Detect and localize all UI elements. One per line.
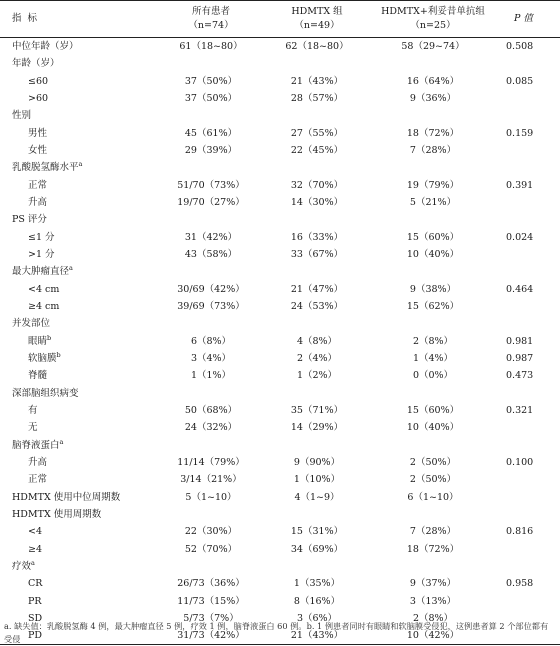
table-row (0, 523, 560, 540)
row-label (0, 315, 158, 332)
cell-hdmtx-rituximab: 58（29~74） (401, 41, 465, 52)
cell-p-value (496, 385, 560, 402)
cell-all-patients (158, 159, 264, 176)
row-label (0, 194, 158, 211)
header-hdmtx-n: （n=49） (294, 20, 340, 31)
cell-p-value (496, 558, 560, 575)
table-footnote: a. 缺失值：乳酸脱氢酶 4 例，最大肿瘤直径 5 例，疗效 1 例，脑脊液蛋白 60 例。b. 1 例患者同时有眼睛和软脑膜受侵犯，这例患者算 2 个部位都有受侵 (4, 621, 549, 644)
cell-hdmtx (264, 211, 370, 228)
table-row (0, 211, 560, 228)
cell-all-patients: 50（68%） (184, 405, 238, 417)
cell-p-value (496, 159, 560, 176)
cell-all-patients (158, 107, 264, 124)
cell-p-value (496, 107, 560, 124)
cell-hdmtx (264, 385, 370, 402)
cell-all-patients: 29（39%） (184, 144, 238, 156)
cell-hdmtx: 21（43%） (290, 630, 344, 642)
table-row (0, 90, 560, 107)
table-row (0, 333, 560, 350)
row-label-text: ≥4 (28, 543, 43, 555)
row-label-text: 疗效 (12, 561, 32, 573)
row-label (0, 593, 158, 610)
cell-hdmtx (264, 55, 370, 72)
footnote-marker: b (47, 333, 52, 342)
cell-all-patients (158, 55, 264, 72)
cell-hdmtx-rituximab: 19（79%） (406, 179, 460, 191)
row-label (0, 402, 158, 419)
cell-hdmtx-rituximab: 9（36%） (409, 92, 457, 104)
cell-hdmtx-rituximab: 10（40%） (406, 422, 460, 434)
cell-hdmtx: 21（47%） (290, 283, 344, 295)
cell-hdmtx: 14（29%） (290, 422, 344, 434)
footnote-marker: b (56, 350, 61, 359)
row-label (0, 228, 158, 245)
table-row (0, 228, 560, 245)
table-row (0, 298, 560, 315)
cell-hdmtx: 34（69%） (290, 543, 344, 555)
cell-all-patients: 6（8%） (190, 335, 232, 347)
row-label (0, 437, 158, 454)
table-row (0, 159, 560, 176)
row-label-text: HDMTX 使用中位周期数 (12, 491, 121, 503)
row-label (0, 385, 158, 402)
header-hdmtx-rituximab-label: HDMTX+利妥昔单抗组 (381, 6, 485, 17)
row-label (0, 38, 158, 56)
cell-hdmtx: 32（70%） (290, 179, 344, 191)
cell-hdmtx: 1（10%） (293, 474, 341, 486)
cell-p-value (496, 489, 560, 506)
cell-all-patients: 51/70（73%） (177, 179, 245, 191)
cell-hdmtx (264, 506, 370, 523)
cell-hdmtx-rituximab: 9（37%） (409, 578, 457, 590)
cell-p-value (496, 593, 560, 610)
row-label (0, 454, 158, 471)
row-label-text: 无 (28, 422, 38, 434)
table-row (0, 107, 560, 124)
cell-hdmtx-rituximab: 16（64%） (406, 75, 460, 87)
header-hdmtx-rituximab (370, 1, 496, 38)
row-label-text: 软脑膜 (28, 353, 57, 365)
table-row (0, 575, 560, 592)
row-label-text: 深部脑组织病变 (12, 387, 79, 399)
cell-hdmtx: 33（67%） (290, 248, 344, 260)
cell-p-value (496, 315, 560, 332)
table-row (0, 176, 560, 193)
cell-hdmtx-rituximab (370, 437, 496, 454)
cell-hdmtx: 28（57%） (290, 92, 344, 104)
header-all-patients-label: 所有患者 (191, 6, 230, 17)
cell-hdmtx: 3（6%） (296, 613, 338, 625)
table-row (0, 194, 560, 211)
cell-hdmtx (264, 558, 370, 575)
row-label-text: 乳酸脱氢酶水平 (12, 162, 79, 174)
cell-p-value: 0.508 (506, 41, 534, 52)
cell-all-patients (158, 385, 264, 402)
row-label-text: 正常 (28, 179, 48, 191)
cell-hdmtx: 1（35%） (293, 578, 341, 590)
cell-all-patients: 39/69（73%） (177, 300, 245, 312)
cell-p-value (496, 246, 560, 263)
cell-all-patients: 31（42%） (184, 231, 238, 243)
cell-all-patients: 31/73（42%） (177, 630, 245, 642)
cell-hdmtx: 27（55%） (290, 127, 344, 139)
row-label-text: 有 (28, 405, 38, 417)
cell-hdmtx-rituximab: 7（28%） (409, 144, 457, 156)
row-label-text: PS 评分 (12, 214, 47, 226)
cell-p-value: 0.100 (506, 457, 534, 469)
row-label-text: ≥4 cm (28, 300, 60, 312)
header-hdmtx-label: HDMTX 组 (291, 6, 343, 17)
table-row (0, 55, 560, 72)
table-row (0, 471, 560, 488)
row-label (0, 558, 158, 575)
cell-all-patients: 3/14（21%） (180, 474, 242, 486)
footnote-marker: a (69, 264, 73, 273)
row-label (0, 280, 158, 297)
row-label (0, 575, 158, 592)
row-label (0, 159, 158, 176)
table-body (0, 38, 560, 645)
cell-hdmtx: 4（1~9） (294, 491, 340, 503)
cell-p-value: 0.321 (506, 405, 534, 417)
table-row (0, 489, 560, 506)
cell-hdmtx-rituximab: 2（50%） (409, 457, 457, 469)
row-label (0, 55, 158, 72)
cell-p-value: 0.473 (506, 370, 534, 382)
cell-p-value: 0.085 (506, 75, 534, 87)
cell-p-value (496, 263, 560, 280)
cell-all-patients: 11/14（79%） (177, 457, 245, 469)
row-label (0, 107, 158, 124)
cell-all-patients (158, 315, 264, 332)
cell-hdmtx (264, 107, 370, 124)
footnote-marker: a (31, 558, 35, 567)
row-label-text: PR (28, 595, 42, 607)
cell-p-value (496, 211, 560, 228)
cell-all-patients: 5（1~10） (185, 491, 237, 503)
cell-p-value (496, 471, 560, 488)
cell-p-value (496, 298, 560, 315)
cell-hdmtx: 24（53%） (290, 300, 344, 312)
cell-hdmtx-rituximab (370, 55, 496, 72)
cell-hdmtx: 2（4%） (296, 353, 338, 365)
cell-all-patients: 37（50%） (184, 75, 238, 87)
table-row (0, 280, 560, 297)
cell-hdmtx (264, 315, 370, 332)
cell-hdmtx (264, 159, 370, 176)
row-label-text: ≤1 分 (28, 231, 55, 243)
table-row (0, 402, 560, 419)
row-label-text: 男性 (28, 127, 48, 139)
cell-hdmtx-rituximab: 0（0%） (412, 370, 454, 382)
header-all-patients (158, 1, 264, 38)
cell-p-value: 0.391 (506, 179, 534, 191)
cell-p-value: 0.987 (506, 353, 534, 365)
row-label (0, 298, 158, 315)
header-p-value: P 值 (514, 13, 533, 24)
cell-hdmtx-rituximab: 10（40%） (406, 248, 460, 260)
row-label-text: CR (28, 578, 43, 590)
cell-hdmtx-rituximab: 3（13%） (409, 595, 457, 607)
cell-hdmtx-rituximab: 5（21%） (409, 196, 457, 208)
cell-all-patients: 5/73（7%） (183, 613, 239, 625)
cell-hdmtx-rituximab: 7（28%） (409, 526, 457, 538)
cell-all-patients: 52（70%） (184, 543, 238, 555)
row-label (0, 142, 158, 159)
table-row (0, 72, 560, 89)
table-row (0, 124, 560, 141)
cell-all-patients (158, 263, 264, 280)
row-label-text: <4 cm (28, 283, 60, 295)
row-label-text: <4 (28, 526, 43, 538)
row-label-text: 脑脊液蛋白 (12, 439, 60, 451)
row-label-text: 升高 (28, 457, 48, 469)
row-label (0, 72, 158, 89)
cell-hdmtx-rituximab (370, 211, 496, 228)
row-label (0, 419, 158, 436)
cell-hdmtx: 16（33%） (290, 231, 344, 243)
header-hdmtx (264, 1, 370, 38)
row-label-text: 眼睛 (28, 335, 48, 347)
row-label (0, 523, 158, 540)
cell-all-patients: 1（1%） (190, 370, 232, 382)
cell-all-patients: 37（50%） (184, 92, 238, 104)
row-label (0, 489, 158, 506)
row-label (0, 333, 158, 350)
header-indicator: 指标 (12, 13, 44, 24)
cell-hdmtx: 15（31%） (290, 526, 344, 538)
row-label (0, 471, 158, 488)
row-label-text: 年龄（岁） (12, 58, 60, 70)
table-row (0, 385, 560, 402)
row-label-text: SD (28, 613, 43, 625)
cell-p-value (496, 55, 560, 72)
cell-hdmtx-rituximab: 15（60%） (406, 405, 460, 417)
row-label (0, 263, 158, 280)
cell-all-patients (158, 506, 264, 523)
cell-hdmtx (264, 263, 370, 280)
cell-hdmtx-rituximab (370, 107, 496, 124)
cell-all-patients: 24（32%） (184, 422, 238, 434)
cell-hdmtx-rituximab: 18（72%） (406, 543, 460, 555)
row-label (0, 367, 158, 384)
row-label-text: 性别 (12, 110, 32, 122)
row-label-text: >1 分 (28, 248, 55, 260)
row-label (0, 211, 158, 228)
table-row (0, 315, 560, 332)
cell-hdmtx-rituximab (370, 385, 496, 402)
cell-hdmtx: 22（45%） (290, 144, 344, 156)
cell-hdmtx: 14（30%） (290, 196, 344, 208)
cell-p-value: 0.981 (506, 335, 534, 347)
cell-hdmtx (264, 437, 370, 454)
cell-hdmtx: 9（90%） (293, 457, 341, 469)
table-row (0, 558, 560, 575)
cell-p-value: 0.464 (506, 283, 534, 295)
cell-p-value (496, 142, 560, 159)
cell-p-value (496, 194, 560, 211)
cell-hdmtx-rituximab (370, 506, 496, 523)
cell-hdmtx-rituximab: 2（8%） (412, 335, 454, 347)
cell-hdmtx: 8（16%） (293, 595, 341, 607)
row-label (0, 90, 158, 107)
cell-hdmtx-rituximab: 1（4%） (412, 353, 454, 365)
cell-hdmtx: 1（2%） (296, 370, 338, 382)
cell-hdmtx-rituximab: 15（62%） (406, 300, 460, 312)
cell-hdmtx-rituximab: 15（60%） (406, 231, 460, 243)
cell-p-value (496, 437, 560, 454)
row-label-text: 脊髓 (28, 370, 48, 382)
table-row (0, 263, 560, 280)
cell-all-patients: 3（4%） (190, 353, 232, 365)
cell-all-patients: 19/70（27%） (177, 196, 245, 208)
cell-p-value: 0.159 (506, 127, 534, 139)
cell-all-patients (158, 211, 264, 228)
row-label-text: ≤60 (28, 75, 49, 87)
cell-p-value (496, 541, 560, 558)
cell-all-patients: 22（30%） (184, 526, 238, 538)
cell-p-value (496, 506, 560, 523)
table-row (0, 142, 560, 159)
row-label (0, 176, 158, 193)
table-row (0, 506, 560, 523)
row-label (0, 246, 158, 263)
cell-p-value: 0.024 (506, 231, 534, 243)
footnote-marker: a (59, 437, 64, 446)
cell-hdmtx: 4（8%） (296, 335, 338, 347)
row-label-text: 并发部位 (12, 318, 51, 330)
cell-all-patients (158, 558, 264, 575)
cell-hdmtx-rituximab (370, 263, 496, 280)
row-label-text: 中位年龄（岁） (12, 41, 79, 52)
cell-hdmtx-rituximab (370, 315, 496, 332)
row-label-text: 女性 (28, 144, 48, 156)
row-label-text: PD (28, 630, 43, 642)
cell-hdmtx-rituximab (370, 558, 496, 575)
table-row (0, 350, 560, 367)
table-row (0, 437, 560, 454)
row-label (0, 124, 158, 141)
cell-all-patients: 61（18~80） (179, 41, 243, 52)
table-row (0, 454, 560, 471)
row-label (0, 350, 158, 367)
row-label-text: >60 (28, 92, 49, 104)
cell-hdmtx-rituximab: 6（1~10） (407, 491, 459, 503)
cell-p-value (496, 90, 560, 107)
cell-all-patients: 30/69（42%） (177, 283, 245, 295)
table-row (0, 38, 560, 56)
table-row (0, 367, 560, 384)
row-label-text: 正常 (28, 474, 48, 486)
cell-all-patients: 26/73（36%） (177, 578, 245, 590)
table-row (0, 419, 560, 436)
cell-hdmtx-rituximab (370, 159, 496, 176)
cell-hdmtx-rituximab: 2（8%） (412, 613, 454, 625)
cell-hdmtx-rituximab: 10（42%） (406, 630, 460, 642)
table-row (0, 593, 560, 610)
row-label-text: HDMTX 使用周期数 (12, 509, 102, 521)
cell-all-patients: 43（58%） (184, 248, 238, 260)
header-all-patients-n: （n=74） (188, 20, 234, 31)
cell-all-patients: 45（61%） (184, 127, 238, 139)
row-label-text: 最大肿瘤直径 (12, 266, 70, 278)
cell-all-patients (158, 437, 264, 454)
cell-hdmtx: 35（71%） (290, 405, 344, 417)
header-hdmtx-rituximab-n: （n=25） (410, 20, 456, 31)
row-label (0, 541, 158, 558)
cell-hdmtx-rituximab: 18（72%） (406, 127, 460, 139)
table-row (0, 541, 560, 558)
row-label-text: 升高 (28, 196, 48, 208)
cell-p-value (496, 419, 560, 436)
cell-all-patients: 11/73（15%） (177, 595, 245, 607)
cell-hdmtx-rituximab: 2（50%） (409, 474, 457, 486)
cell-hdmtx: 21（43%） (290, 75, 344, 87)
cell-p-value: 0.958 (506, 578, 534, 590)
table-header (0, 1, 560, 38)
table-row (0, 246, 560, 263)
cell-hdmtx-rituximab: 9（38%） (409, 283, 457, 295)
footnote-marker: a (78, 160, 83, 169)
cell-hdmtx: 62（18~80） (285, 41, 349, 52)
cell-p-value: 0.816 (506, 526, 534, 538)
row-label (0, 506, 158, 523)
